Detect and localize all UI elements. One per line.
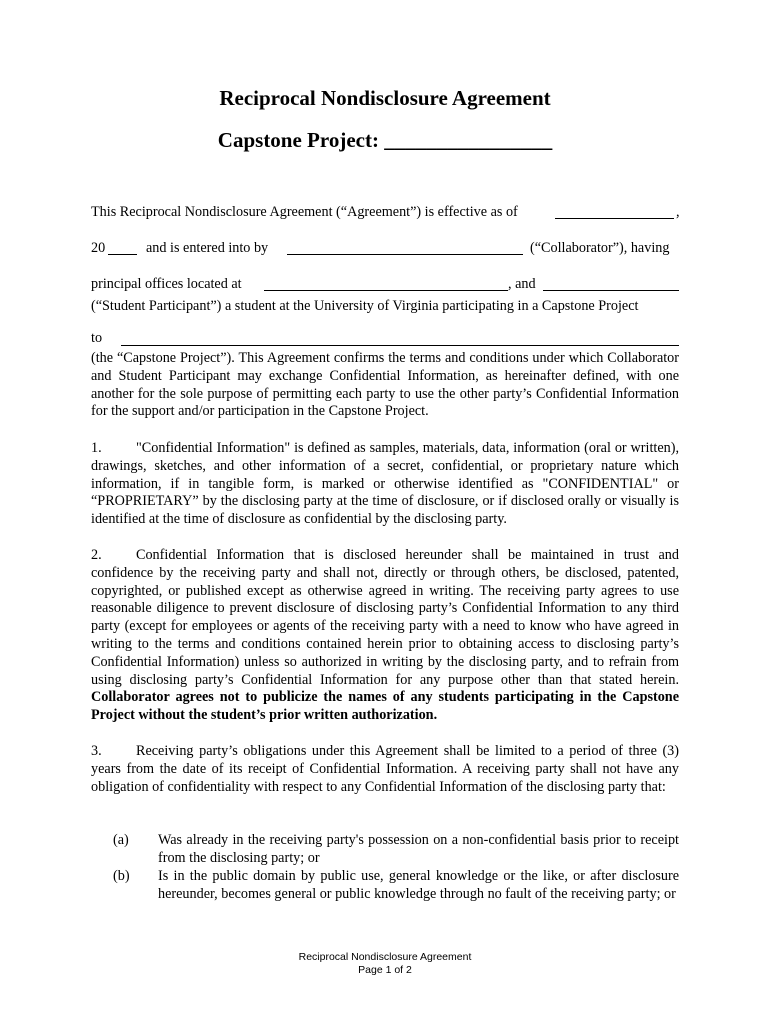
subtitle-blank: ________________ [384,128,553,152]
address-blank [264,278,508,291]
section-3-number: 3. [91,743,102,759]
subitem-a-text: Was already in the receiving party's possession on a non-confidential basis prior to receipt from the disclosing party; or [158,832,679,866]
intro-and: , and [508,276,536,292]
section-2-text: Confidential Information that is disclosed hereunder shall be maintained in trust and confidence by the receiving party and shall not, directly or through others, be disclosed, patented, copyrighted, or published except as otherwise agreed in writing. The receiving party agrees to use reasonable diligence to prevent disclosure of disclosing party’s Confidential Information to any third party (except for employees or agents of the receiving party with a need to know who have agreed in writing to the terms and conditions contained herein prior to obtaining access to disclosing party’s Confidential Information) unless so authorized in writing by the disclosing party, and to refrain from using disclosing party’s Confidential Information for any purpose other than that stated herein. [91,547,679,688]
intro-line-1 [91,204,518,221]
section-1 [91,440,679,529]
intro-text-1: This Reciprocal Nondisclosure Agreement (“Agreement”) is effective as of [91,204,518,220]
intro-year: 20 [91,240,106,256]
effective-date-blank [555,206,674,219]
intro-offices: principal offices located at [91,276,242,292]
subitem-b-label: (b) [113,868,130,884]
section-2-number: 2. [91,547,102,563]
subitem-a-label: (a) [113,832,129,848]
intro-student: (“Student Participant”) a student at the University of Virginia participating in a Capstone Project [91,298,639,314]
intro-paragraph: (the “Capstone Project”). This Agreement confirms the terms and conditions under which Collaborator and Student Participant may exchange Confidential Information, as hereinafter defined, with one another for the sole purpose of permitting each party to use the other party’s Confidential Information for the support and/or participation in the Capstone Project. [91,350,679,420]
intro-to: to [91,330,103,346]
subitem-a [113,832,679,868]
intro-entered: and is entered into by [146,240,269,256]
subitem-b-text: Is in the public domain by public use, general knowledge or the like, or after disclosure hereunder, becomes general or public knowledge through no fault of the receiving party; or [158,868,679,902]
year-blank [108,242,137,255]
subtitle-label: Capstone Project: [217,128,385,152]
section-1-number: 1. [91,440,102,456]
footer-title: Reciprocal Nondisclosure Agreement [298,951,472,963]
subitem-b [113,868,679,904]
intro-comma: , [676,204,680,220]
student-blank [543,278,679,291]
footer-page-number: Page 1 of 2 [358,964,412,976]
section-3-text: Receiving party’s obligations under this Agreement shall be limited to a period of three (3) years from the date of its receipt of Confidential Information. A receiving party shall not have any obligation of confidentiality with respect to any Confidential Information of the disclosing party that: [91,743,679,795]
document-title: Reciprocal Nondisclosure Agreement [219,86,551,110]
intro-collaborator: (“Collaborator”), having [530,240,670,256]
document-subtitle [0,128,770,153]
section-1-text: "Confidential Information" is defined as samples, materials, data, information (oral or written), drawings, sketches, and other information of a secret, confidential, or proprietary nature which information, if in tangible form, is marked or otherwise identified as "CONFIDENTIAL" or “PROPRIETARY” by the disclosing party at the time of disclosure, or if disclosed orally or visually is identified at the time of disclosure as confidential by the disclosing party. [91,440,679,528]
section-3 [91,743,679,796]
section-2 [91,547,679,725]
section-2-bold-text: Collaborator agrees not to publicize the names of any students participating in the Capstone Project without the student’s prior written authorization. [91,689,679,724]
project-blank [121,333,679,346]
collaborator-blank [287,242,523,255]
